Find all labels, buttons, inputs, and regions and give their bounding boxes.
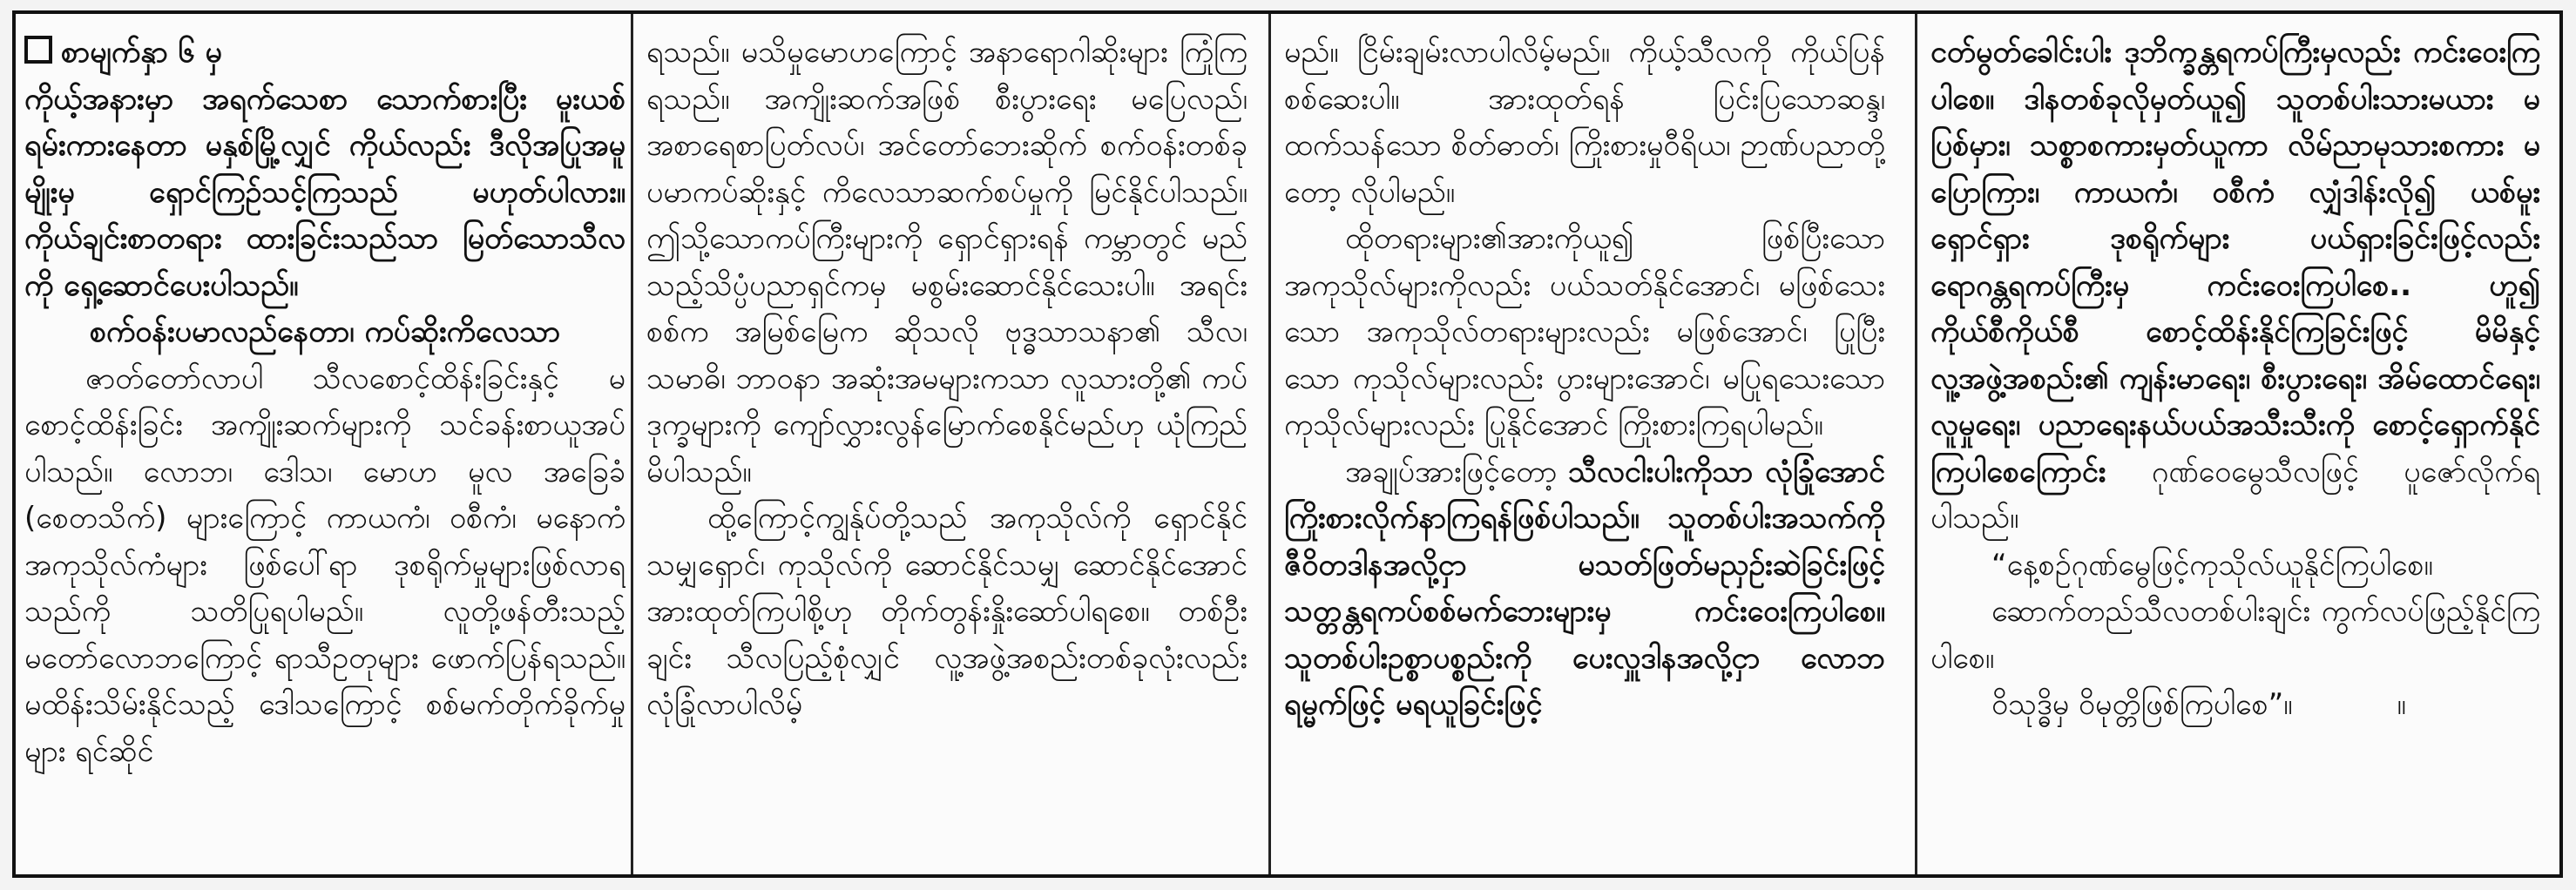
article-column-1 — [24, 30, 625, 866]
paragraph: ဇာတ်တော်လာပါ သီလစောင့်ထိန်းခြင်းနှင့် မစောင့်ထိန်းခြင်း အကျိုးဆက်များကို သင်ခန်းစာယူအပ်ပါသည်။ လောဘ၊ ဒေါသ၊ မောဟ မူလ အခြေခံ (စေတသိက်) များကြောင့် ကာယကံ၊ ဝစီကံ၊ မနောကံ အကုသိုလ်ကံများ ဖြစ်ပေါ်ရာ ဒုစရိုက်မှုများဖြစ်လာရသည်ကို သတိပြုရပါမည်။ လူတို့ဖန်တီးသည့် မတော်လောဘကြောင့် ရာသီဥတုများ ဖောက်ပြန်ရသည်။ မထိန်းသိမ်းနိုင်သည့် ဒေါသကြောင့် စစ်မက်တိုက်ခိုက်မှုများ ရင်ဆိုင် — [24, 361, 625, 769]
paragraph: မည်။ ငြိမ်းချမ်းလာပါလိမ့်မည်။ ကိုယ့်သီလကို ကိုယ်ပြန်စစ်ဆေးပါ။ အားထုတ်ရန် ပြင်းပြသောဆန္ဒ၊ ထက်သန်သော စိတ်ဓာတ်၊ ကြိုးစားမှုဝီရိယ၊ ဉာဏ်ပညာတို့တော့ လိုပါမည်။ — [1284, 35, 1885, 210]
article-frame — [12, 10, 2563, 878]
column-divider — [1915, 14, 1917, 874]
article-column-4 — [1930, 30, 2540, 866]
article-column-2 — [646, 30, 1247, 866]
paragraph: ရသည်။ မသိမှုမောဟကြောင့် အနာရောဂါဆိုးများ ကြုံကြရသည်။ အကျိုးဆက်အဖြစ် စီးပွားရေး မပြေလည်၊ အစာရေစာပြတ်လပ်၊ အင်တော်ဘေးဆိုက် စက်ဝန်းတစ်ခုပမာကပ်ဆိုးနှင့် ကိလေသာဆက်စပ်မှုကို မြင်နိုင်ပါသည်။ ဤသို့သောကပ်ကြီးများကို ရှောင်ရှားရန် ကမ္ဘာတွင် မည်သည့်သိပ္ပံပညာရှင်ကမှ မစွမ်းဆောင်နိုင်သေးပါ။ အရင်းစစ်က အမြစ်မြေက ဆိုသလို ဗုဒ္ဓသာသနာ၏ သီလ၊ သမာဓိ၊ ဘာဝနာ အဆုံးအမများကသာ လူသားတို့၏ ကပ်ဒုက္ခများကို ကျော်လွှားလွန်မြောက်စေနိုင်မည်ဟု ယုံကြည်မိပါသည်။ — [646, 35, 1247, 489]
subheading: စက်ဝန်းပမာလည်နေတာ၊ ကပ်ဆိုးကိလေသာ — [89, 314, 561, 349]
closing-quote-line: “နေ့စဉ်ဂုဏ်မွေဖြင့်ကုသိုလ်ယူနိုင်ကြပါစေ။ — [1991, 547, 2433, 583]
end-mark: ။ — [2397, 687, 2406, 722]
checkbox-icon — [24, 36, 52, 64]
paragraph: ထိုတရားများ၏အားကိုယူ၍ ဖြစ်ပြီးသော အကုသိုလ်များကိုလည်း ပယ်သတ်နိုင်အောင်၊ မဖြစ်သေးသော အကုသိုလ်တရားများလည်း မဖြစ်အောင်၊ ပြုပြီးသော ကုသိုလ်များလည်း ပွားများအောင်၊ မပြုရသေးသော ကုသိုလ်များလည်း ပြုနိုင်အောင် ကြိုးစားကြရပါမည်။ — [1284, 221, 1885, 442]
article-column-3 — [1284, 30, 1885, 866]
paragraph: ထို့ကြောင့်ကျွန်ုပ်တို့သည် အကုသိုလ်ကို ရှောင်နိုင်သမျှရှောင်၊ ကုသိုလ်ကို ဆောင်နိုင်သမျှ ဆောင်နိုင်အောင်အားထုတ်ကြပါစို့ဟု တိုက်တွန်းနှိုးဆော်ပါရစေ။ တစ်ဦးချင်း သီလပြည့်စုံလျှင် လူ့အဖွဲ့အစည်းတစ်ခုလုံးလည်း လုံခြုံလာပါလိမ့် — [646, 501, 1247, 722]
paragraph: ကိုယ့်အနားမှာ အရက်သေစာ သောက်စားပြီး မူးယစ်ရမ်းကားနေတာ မနှစ်မြို့လျှင် ကိုယ်လည်း ဒီလိုအပြုအမူမျိုးမှ ရှောင်ကြဉ်သင့်ကြသည် မဟုတ်ပါလား။ ကိုယ်ချင်းစာတရား ထားခြင်းသည်သာ မြတ်သောသီလကို ရှေ့ဆောင်ပေးပါသည်။ — [24, 81, 625, 303]
column-divider — [1268, 14, 1271, 874]
paragraph: အချုပ်အားဖြင့်တော့ သီလငါးပါးကိုသာ လုံခြုံအောင် ကြိုးစားလိုက်နာကြရန်ဖြစ်ပါသည်။ သူတစ်ပါးအသက်ကို ဇီဝိတဒါနအလို့ငှာ မသတ်ဖြတ်မညှဉ်းဆဲခြင်းဖြင့် သတ္တန္တရကပ်စစ်မက်ဘေးများမှ ကင်းဝေးကြပါစေ။ သူတစ်ပါးဥစ္စာပစ္စည်းကို ပေးလှူဒါနအလို့ငှာ လောဘရမ္မက်ဖြင့် မရယူခြင်းဖြင့် — [1284, 454, 1885, 722]
closing-quote-line: ဝိသုဒ္ဓိမှ ဝိမုတ္တိဖြစ်ကြပါစေ”။ ။ — [1991, 687, 2406, 722]
column-divider — [631, 14, 633, 874]
paragraph: ငတ်မွတ်ခေါင်းပါး ဒုဘိက္ခန္တရကပ်ကြီးမှလည်း ကင်းဝေးကြပါစေ။ ဒါနတစ်ခုလိုမှတ်ယူ၍ သူတစ်ပါးသားမယား မပြစ်မှား၊ သစ္စာစကားမှတ်ယူကာ လိမ်ညာမုသားစကား မပြောကြား၊ ကာယကံ၊ ဝစီကံ လျှံဒါန်းလို၍ ယစ်မူးရှောင်ရှား ဒုစရိုက်များ ပယ်ရှားခြင်းဖြင့်လည်း ရောဂန္တရကပ်ကြီးမှ ကင်းဝေးကြပါစေ.. ဟူ၍ ကိုယ်စီကိုယ်စီ စောင့်ထိန်းနိုင်ကြခြင်းဖြင့် မိမိနှင့်လူ့အဖွဲ့အစည်း၏ ကျန်းမာရေး၊ စီးပွားရေး၊ အိမ်ထောင်ရေး၊ လူမှုရေး၊ ပညာရေးနယ်ပယ်အသီးသီးကို စောင့်ရှောက်နိုင်ကြပါစေကြောင်း ဂုဏ်ဝေမွေသီလဖြင့် ပူဇော်လိုက်ရပါသည်။ — [1930, 35, 2540, 536]
continued-from-heading: စာမျက်နှာ ၆ မှ — [24, 30, 625, 77]
closing-quote-line: ဆောက်တည်သီလတစ်ပါးချင်း ကွက်လပ်ဖြည့်နိုင်ကြပါစေ။ — [1930, 594, 2540, 676]
